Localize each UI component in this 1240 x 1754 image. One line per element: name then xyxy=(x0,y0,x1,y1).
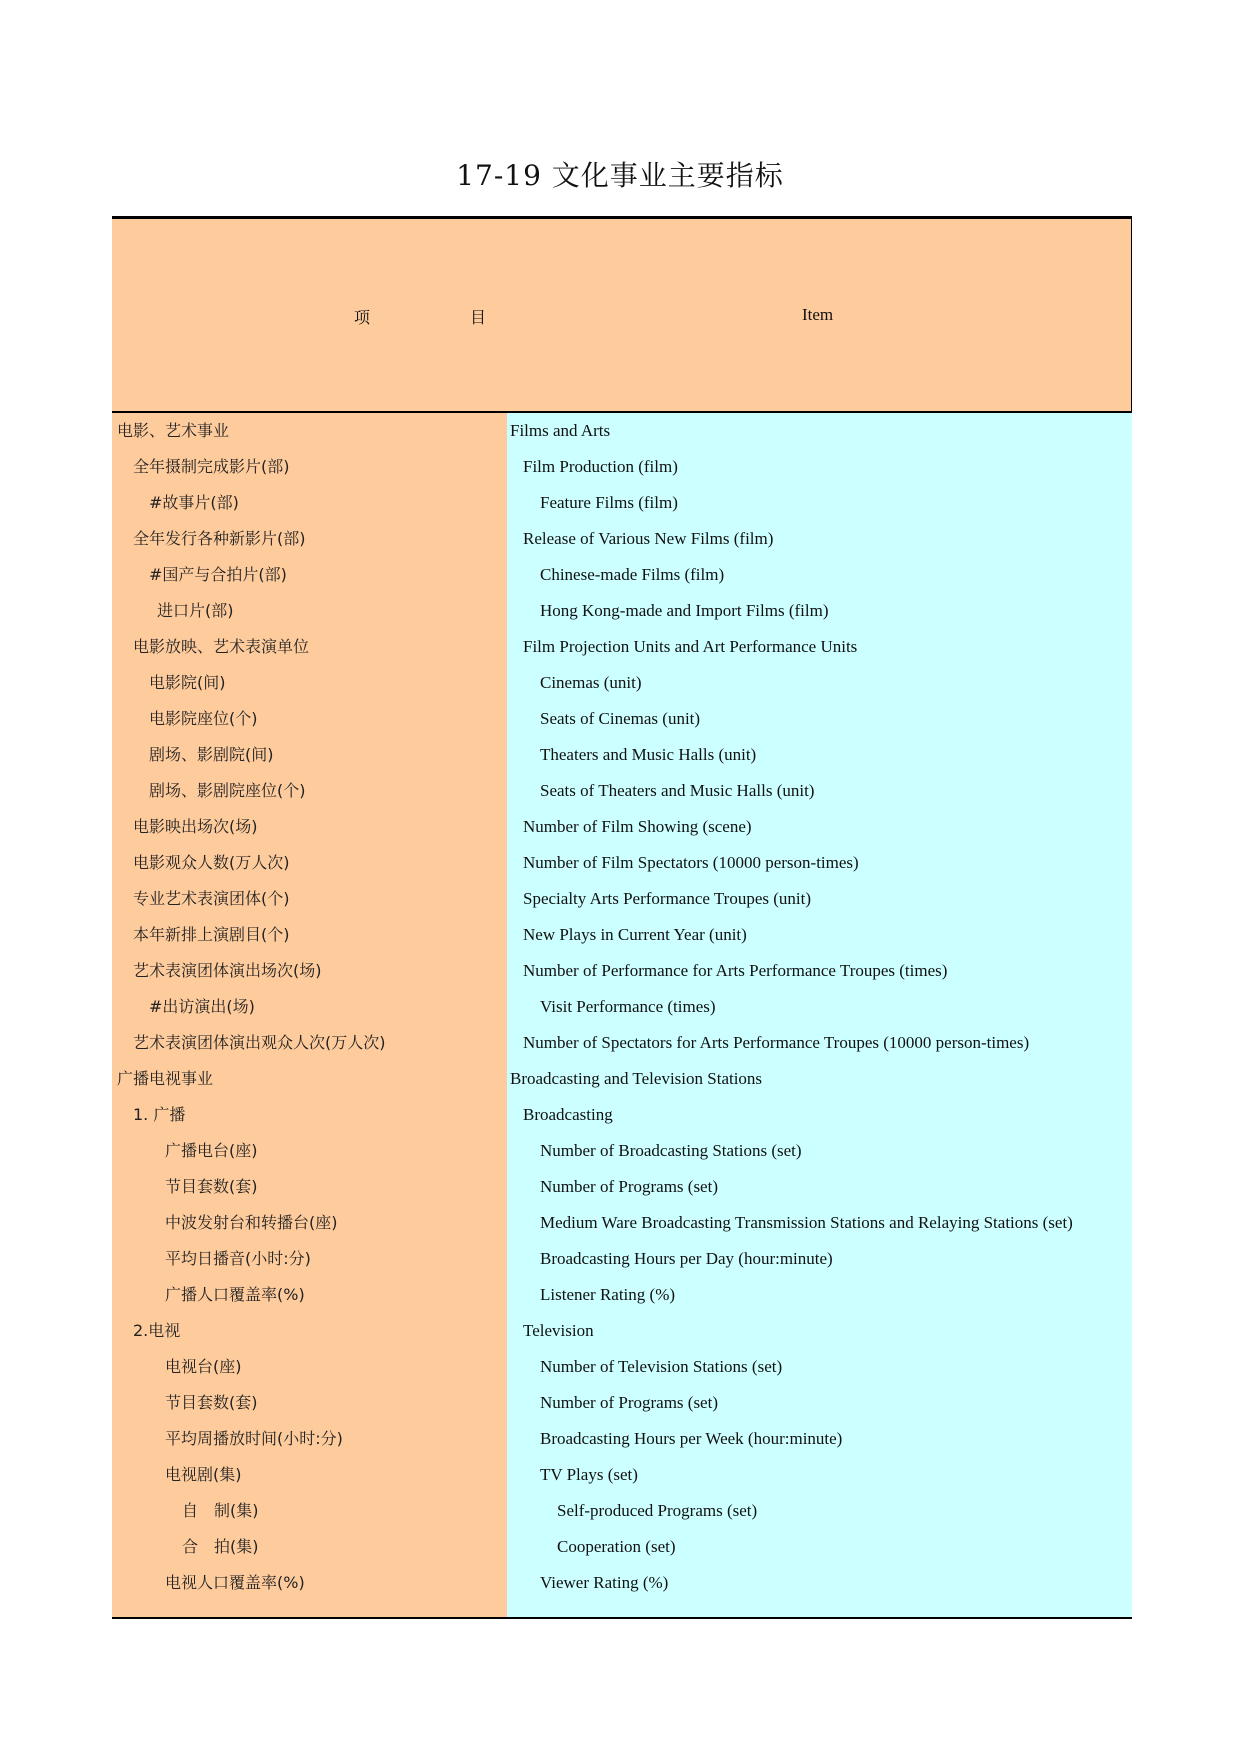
table-row xyxy=(112,1493,1132,1529)
table-row xyxy=(112,665,1132,701)
row-label-en: Number of Spectators for Arts Performance Troupes (10000 person-times) xyxy=(523,1033,1030,1052)
row-label-en: Specialty Arts Performance Troupes (unit) xyxy=(523,889,812,908)
table-row xyxy=(112,449,1132,485)
row-label-en: Number of Film Spectators (10000 person-times) xyxy=(523,853,859,872)
row-label-cn: 电影院座位(个) xyxy=(149,709,258,728)
row-label-en: Film Projection Units and Art Performance Units xyxy=(523,637,858,656)
table-body xyxy=(112,413,1132,1619)
row-label-cn: 进口片(部) xyxy=(157,601,234,620)
row-label-en: Cooperation (set) xyxy=(557,1537,676,1556)
table-row xyxy=(112,737,1132,773)
table-row xyxy=(112,1169,1132,1205)
row-label-en: Number of Film Showing (scene) xyxy=(523,817,752,836)
table-row xyxy=(112,1205,1132,1241)
row-label-cn: 全年摄制完成影片(部) xyxy=(133,457,290,476)
row-label-cn: 广播电视事业 xyxy=(117,1069,214,1088)
row-label-cn: 全年发行各种新影片(部) xyxy=(133,529,306,548)
row-label-cn: 剧场、影剧院座位(个) xyxy=(149,781,306,800)
row-label-cn: 电视剧(集) xyxy=(165,1465,242,1484)
row-label-cn: 节目套数(套) xyxy=(165,1177,258,1196)
row-label-en: Visit Performance (times) xyxy=(540,997,716,1016)
row-label-cn: #故事片(部) xyxy=(149,493,239,512)
row-label-en: Viewer Rating (%) xyxy=(540,1573,669,1592)
table-header xyxy=(112,219,1132,413)
row-label-en: Cinemas (unit) xyxy=(540,673,642,692)
table-row xyxy=(112,1133,1132,1169)
row-label-cn: 2.电视 xyxy=(133,1321,181,1340)
table-row xyxy=(112,701,1132,737)
row-label-cn: 电影、艺术事业 xyxy=(117,421,230,440)
table-row xyxy=(112,773,1132,809)
row-label-en: Number of Television Stations (set) xyxy=(540,1357,783,1376)
table-row xyxy=(112,1241,1132,1277)
row-label-cn: 电影映出场次(场) xyxy=(133,817,258,836)
row-label-en: Number of Programs (set) xyxy=(540,1393,718,1412)
header-en-item: Item xyxy=(802,305,834,324)
row-label-cn: #出访演出(场) xyxy=(149,997,255,1016)
table-bottom-rule xyxy=(112,1617,1132,1619)
header-cn-item-part2: 目 xyxy=(470,308,487,327)
row-label-en: Broadcasting and Television Stations xyxy=(510,1069,763,1088)
row-label-cn: 1. 广播 xyxy=(133,1105,186,1124)
table-row xyxy=(112,1457,1132,1493)
row-label-cn: 电视人口覆盖率(%) xyxy=(165,1573,305,1592)
row-label-cn: 专业艺术表演团体(个) xyxy=(133,889,290,908)
row-label-en: Seats of Theaters and Music Halls (unit) xyxy=(540,781,815,800)
row-label-en: Number of Programs (set) xyxy=(540,1177,718,1196)
table-row xyxy=(112,1061,1132,1097)
row-label-en: Seats of Cinemas (unit) xyxy=(540,709,701,728)
row-label-cn: #国产与合拍片(部) xyxy=(149,565,287,584)
table-row xyxy=(112,1529,1132,1565)
row-label-en: Films and Arts xyxy=(510,421,611,440)
table-row xyxy=(112,881,1132,917)
row-label-cn: 艺术表演团体演出观众人次(万人次) xyxy=(133,1033,386,1052)
row-label-cn: 自 制(集) xyxy=(182,1501,259,1520)
table-row xyxy=(112,521,1132,557)
row-label-en: Hong Kong-made and Import Films (film) xyxy=(540,601,829,620)
table-row xyxy=(112,953,1132,989)
table-row xyxy=(112,1277,1132,1313)
row-label-en: Feature Films (film) xyxy=(540,493,678,512)
table-row xyxy=(112,1025,1132,1061)
row-label-en: Broadcasting Hours per Day (hour:minute) xyxy=(540,1249,833,1268)
row-label-en: New Plays in Current Year (unit) xyxy=(523,925,747,944)
table-row xyxy=(112,1097,1132,1133)
row-label-cn: 电影观众人数(万人次) xyxy=(133,853,290,872)
row-label-cn: 电影院(间) xyxy=(149,673,226,692)
row-label-en: Listener Rating (%) xyxy=(540,1285,676,1304)
table-row xyxy=(112,809,1132,845)
table-row xyxy=(112,485,1132,521)
row-label-cn: 电影放映、艺术表演单位 xyxy=(133,637,310,656)
row-label-cn: 艺术表演团体演出场次(场) xyxy=(133,961,322,980)
row-label-en: Broadcasting xyxy=(523,1105,613,1124)
row-label-cn: 广播人口覆盖率(%) xyxy=(165,1285,305,1304)
row-label-cn: 本年新排上演剧目(个) xyxy=(133,925,290,944)
row-label-en: Number of Broadcasting Stations (set) xyxy=(540,1141,802,1160)
row-label-cn: 平均日播音(小时:分) xyxy=(165,1249,311,1268)
row-label-en: Medium Ware Broadcasting Transmission Stations and Relaying Stations (set) xyxy=(540,1213,1073,1232)
row-label-en: Film Production (film) xyxy=(523,457,678,476)
table-row xyxy=(112,1565,1132,1601)
table-row xyxy=(112,1385,1132,1421)
row-label-en: Number of Performance for Arts Performance Troupes (times) xyxy=(523,961,948,980)
row-label-en: Theaters and Music Halls (unit) xyxy=(540,745,757,764)
row-label-cn: 电视台(座) xyxy=(165,1357,242,1376)
row-label-en: TV Plays (set) xyxy=(540,1465,638,1484)
table-row xyxy=(112,557,1132,593)
row-label-en: Self-produced Programs (set) xyxy=(557,1501,758,1520)
row-label-en: Chinese-made Films (film) xyxy=(540,565,725,584)
table-row xyxy=(112,1421,1132,1457)
table-row xyxy=(112,593,1132,629)
table-row xyxy=(112,989,1132,1025)
row-label-cn: 广播电台(座) xyxy=(165,1141,258,1160)
row-label-en: Broadcasting Hours per Week (hour:minute) xyxy=(540,1429,843,1448)
row-label-en: Television xyxy=(523,1321,594,1340)
page-title: 17-19 文化事业主要指标 xyxy=(456,159,784,192)
row-label-cn: 中波发射台和转播台(座) xyxy=(165,1213,338,1232)
row-label-cn: 平均周播放时间(小时:分) xyxy=(165,1429,343,1448)
row-label-cn: 节目套数(套) xyxy=(165,1393,258,1412)
row-label-cn: 合 拍(集) xyxy=(182,1537,259,1556)
header-cn-item-part1: 项 xyxy=(354,308,371,327)
table-row xyxy=(112,629,1132,665)
table-row xyxy=(112,917,1132,953)
table-row xyxy=(112,1349,1132,1385)
table-row xyxy=(112,845,1132,881)
row-label-en: Release of Various New Films (film) xyxy=(523,529,774,548)
row-label-cn: 剧场、影剧院(间) xyxy=(149,745,274,764)
table-row xyxy=(112,1313,1132,1349)
table-row xyxy=(112,413,1132,449)
